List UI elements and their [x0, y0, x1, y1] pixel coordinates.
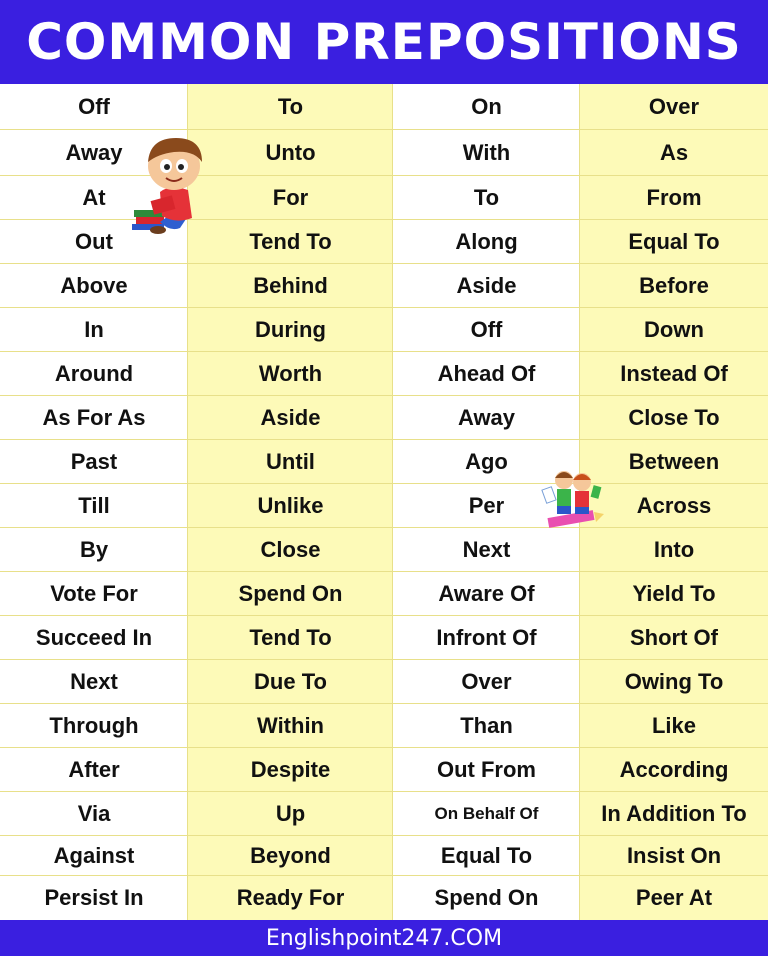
preposition-cell: To: [473, 184, 500, 210]
preposition-cell: Unlike: [257, 492, 324, 518]
preposition-cell: Via: [77, 800, 111, 826]
preposition-cell: Per: [468, 492, 505, 518]
preposition-cell: Tend To: [249, 624, 332, 650]
preposition-cell: Instead Of: [620, 360, 728, 386]
preposition-cell: Ready For: [236, 885, 345, 910]
preposition-cell: Yield To: [632, 580, 716, 606]
preposition-cell: Close To: [628, 404, 720, 430]
table-row: [0, 352, 768, 396]
preposition-cell: According: [619, 756, 729, 782]
preposition-cell: Equal To: [440, 842, 533, 868]
preposition-cell: Aware Of: [438, 580, 535, 606]
preposition-cell: Against: [53, 842, 135, 868]
preposition-cell: As For As: [42, 404, 146, 430]
preposition-cell: By: [79, 536, 109, 562]
preposition-cell: Between: [628, 448, 720, 474]
table-row: [0, 396, 768, 440]
preposition-cell: Past: [70, 448, 118, 474]
table-row: [0, 264, 768, 308]
preposition-cell: Away: [65, 139, 123, 165]
preposition-cell: At: [82, 184, 106, 210]
footer-banner: [0, 920, 768, 956]
table-row: [0, 792, 768, 836]
preposition-cell: Away: [457, 404, 516, 430]
preposition-cell: Than: [460, 712, 513, 738]
preposition-cell: For: [272, 184, 309, 210]
preposition-cell: Beyond: [250, 842, 331, 868]
table-row: [0, 572, 768, 616]
preposition-cell: On: [471, 93, 502, 119]
page-title: COMMON PREPOSITIONS: [26, 13, 742, 71]
preposition-cell: Until: [266, 448, 315, 474]
table-row: [0, 130, 768, 176]
preposition-cell: Worth: [258, 360, 323, 386]
kids-on-pencil-icon: [540, 466, 606, 534]
preposition-cell: Equal To: [628, 228, 720, 254]
table-row: [0, 748, 768, 792]
preposition-cell: Tend To: [249, 228, 332, 254]
preposition-cell: Over: [648, 93, 700, 119]
preposition-cell: On Behalf Of: [434, 803, 539, 823]
preposition-cell: Next: [462, 536, 511, 562]
preposition-cell: Aside: [260, 404, 321, 430]
preposition-cell: Succeed In: [35, 624, 153, 650]
preposition-cell: Across: [636, 492, 712, 518]
table-row: [0, 528, 768, 572]
preposition-cell: Up: [275, 800, 306, 826]
preposition-cell: Persist In: [44, 885, 144, 910]
preposition-cell: Unto: [265, 139, 316, 165]
preposition-cell: Down: [644, 316, 704, 342]
preposition-cell: From: [646, 184, 702, 210]
table-row: [0, 876, 768, 920]
preposition-cell: To: [277, 93, 304, 119]
preposition-cell: Out From: [437, 756, 536, 782]
preposition-cell: In Addition To: [601, 800, 747, 826]
preposition-cell: Short Of: [630, 624, 718, 650]
table-row: [0, 308, 768, 352]
preposition-cell: As: [659, 139, 689, 165]
preposition-cell: Above: [60, 272, 128, 298]
prepositions-table: [0, 84, 768, 920]
preposition-cell: Ago: [465, 448, 508, 474]
preposition-cell: Till: [78, 492, 110, 518]
table-row: [0, 616, 768, 660]
preposition-cell: Ahead Of: [437, 360, 536, 386]
preposition-cell: During: [255, 316, 326, 342]
preposition-cell: Before: [639, 272, 709, 298]
preposition-cell: Peer At: [635, 885, 713, 910]
preposition-cell: Despite: [250, 756, 331, 782]
preposition-cell: Through: [49, 712, 139, 738]
boy-reading-icon: [130, 132, 212, 242]
preposition-cell: Like: [651, 712, 697, 738]
preposition-cell: Into: [653, 536, 695, 562]
table-row: [0, 84, 768, 130]
preposition-cell: Next: [70, 668, 118, 694]
preposition-cell: Spend On: [238, 580, 343, 606]
preposition-cell: Owing To: [624, 668, 724, 694]
table-row: [0, 440, 768, 484]
preposition-cell: Behind: [253, 272, 328, 298]
table-row: [0, 484, 768, 528]
table-row: [0, 836, 768, 876]
preposition-cell: With: [462, 139, 511, 165]
table-row: [0, 220, 768, 264]
preposition-cell: Over: [461, 668, 512, 694]
table-row: [0, 660, 768, 704]
preposition-cell: In: [84, 316, 104, 342]
preposition-cell: Spend On: [434, 885, 539, 910]
preposition-cell: Within: [257, 712, 324, 738]
preposition-cell: Close: [260, 536, 321, 562]
preposition-cell: Around: [54, 360, 134, 386]
table-row: [0, 704, 768, 748]
preposition-cell: Out: [75, 228, 113, 254]
table-row: [0, 176, 768, 220]
preposition-cell: Due To: [254, 668, 327, 694]
preposition-cell: Off: [78, 93, 110, 119]
website-link[interactable]: Englishpoint247.COM: [265, 925, 503, 951]
preposition-cell: Vote For: [50, 580, 138, 606]
preposition-cell: Infront Of: [436, 624, 537, 650]
preposition-cell: After: [68, 756, 120, 782]
preposition-cell: Along: [455, 228, 518, 254]
header-banner: [0, 0, 768, 84]
preposition-cell: Aside: [456, 272, 517, 298]
preposition-cell: Insist On: [626, 842, 722, 868]
preposition-cell: Off: [470, 316, 503, 342]
